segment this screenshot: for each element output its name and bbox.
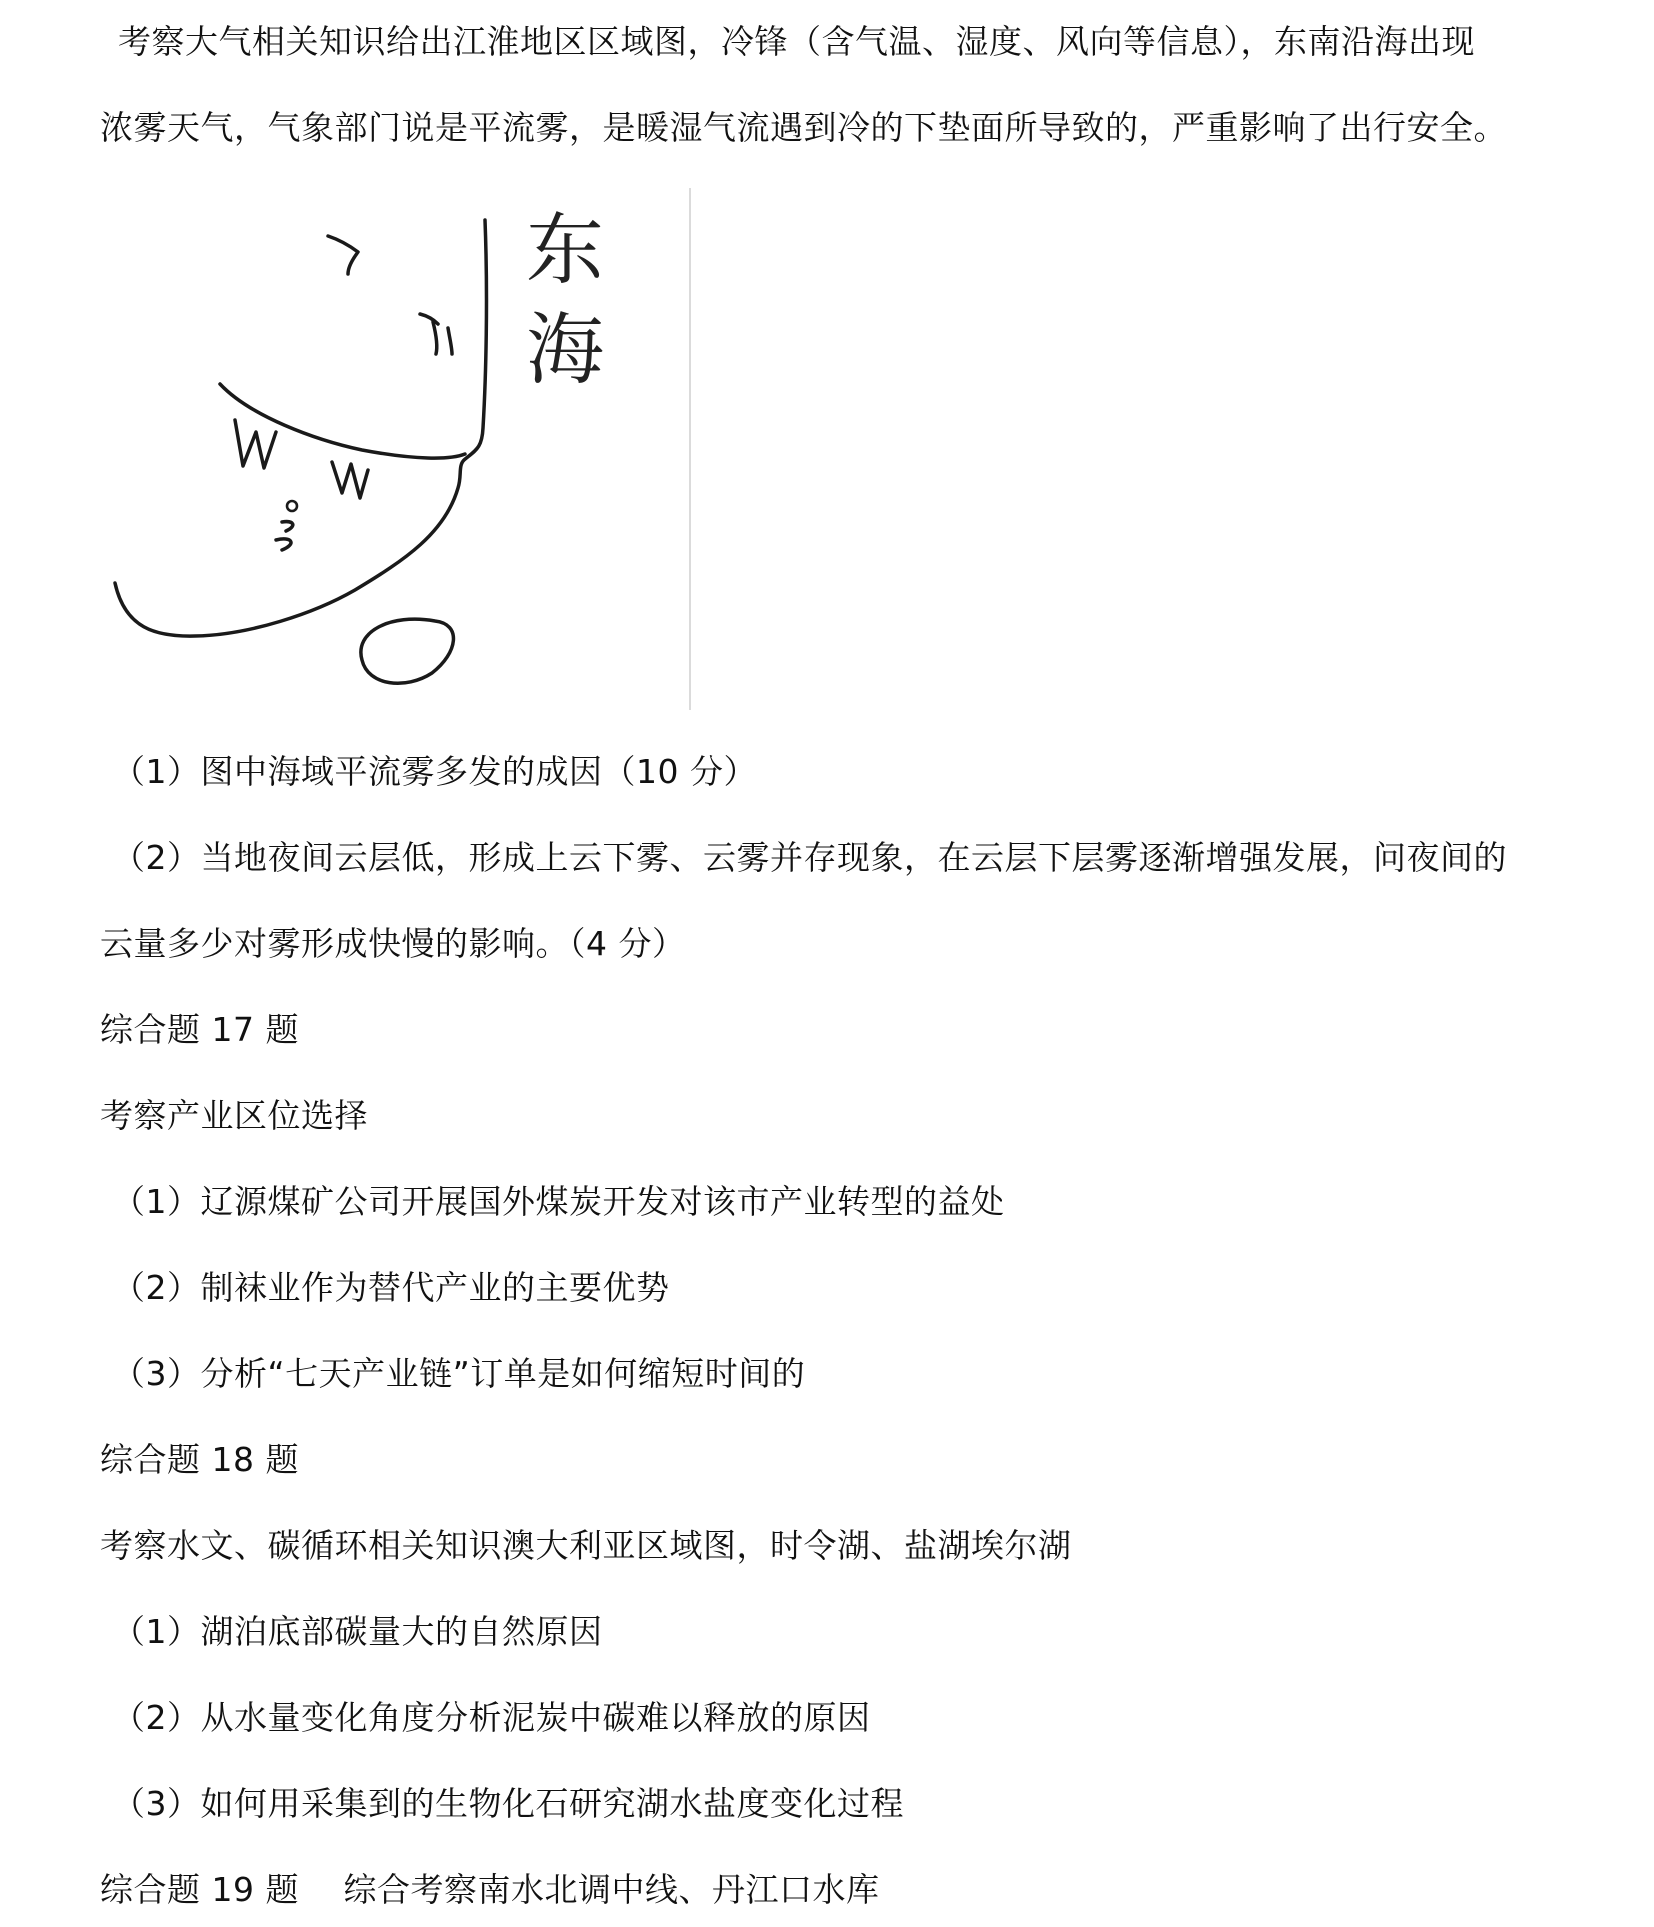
island-shape xyxy=(361,619,454,683)
q18-sub1: （1）湖泊底部碳量大的自然原因 xyxy=(112,1612,603,1651)
wind-arrow-2 xyxy=(420,314,452,354)
q18-sub2: （2）从水量变化角度分析泥炭中碳难以释放的原因 xyxy=(112,1698,871,1737)
intro-line-2: 浓雾天气，气象部门说是平流雾，是暖湿气流遇到冷的下垫面所导致的，严重影响了出行安全。 xyxy=(100,108,1507,147)
handdrawn-map-figure xyxy=(100,188,692,710)
q19-heading: 综合题 19 题 综合考察南水北调中线、丹江口水库 xyxy=(100,1870,880,1909)
q17-topic: 考察产业区位选择 xyxy=(100,1096,368,1135)
coastline xyxy=(115,220,486,636)
front-marker-2 xyxy=(332,462,368,498)
cold-front-line xyxy=(220,384,465,458)
q17-sub3: （3）分析“七天产业链”订单是如何缩短时间的 xyxy=(112,1354,806,1393)
q18-heading: 综合题 18 题 xyxy=(100,1440,299,1479)
front-marker-1 xyxy=(235,420,276,468)
q16-sub2-line2: 云量多少对雾形成快慢的影响。（4 分） xyxy=(100,924,686,963)
location-point xyxy=(287,501,297,511)
q18-sub3: （3）如何用采集到的生物化石研究湖水盐度变化过程 xyxy=(112,1784,904,1823)
q16-sub1: （1）图中海域平流雾多发的成因（10 分） xyxy=(112,752,757,791)
wind-barb-symbol xyxy=(276,522,293,550)
wind-arrow-1 xyxy=(328,236,358,274)
q17-sub1: （1）辽源煤矿公司开展国外煤炭开发对该市产业转型的益处 xyxy=(112,1182,1005,1221)
sea-label-handwritten: 东海 xyxy=(513,208,603,408)
intro-line-1: 考察大气相关知识给出江淮地区区域图，冷锋（含气温、湿度、风向等信息），东南沿海出现 xyxy=(118,22,1475,61)
q17-heading: 综合题 17 题 xyxy=(100,1010,299,1049)
q18-topic: 考察水文、碳循环相关知识澳大利亚区域图，时令湖、盐湖埃尔湖 xyxy=(100,1526,1072,1565)
map-sketch xyxy=(100,188,692,710)
q17-sub2: （2）制袜业作为替代产业的主要优势 xyxy=(112,1268,670,1307)
q16-sub2-line1: （2）当地夜间云层低，形成上云下雾、云雾并存现象，在云层下层雾逐渐增强发展，问夜间的 xyxy=(112,838,1507,877)
